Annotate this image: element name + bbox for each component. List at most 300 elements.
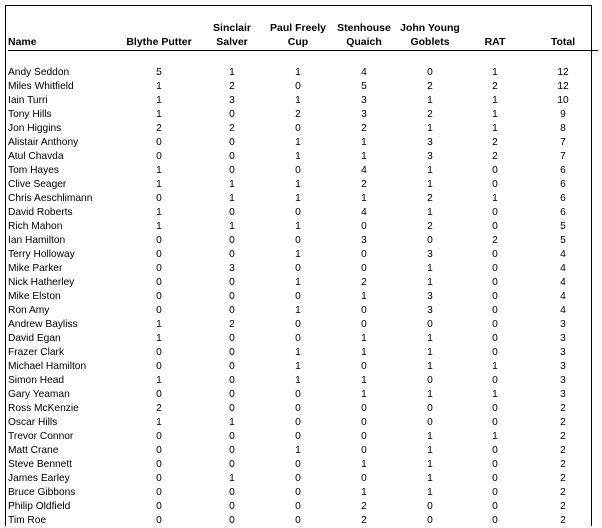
cell-stenhouse-quaich: 2 xyxy=(361,501,367,512)
cell-john-young-goblets: 1 xyxy=(427,347,433,358)
cell-player-name: Mike Parker xyxy=(8,263,63,274)
cell-rat: 2 xyxy=(492,81,498,92)
cell-rat: 1 xyxy=(492,67,498,78)
cell-rat: 0 xyxy=(492,291,498,302)
cell-sinclair-salver: 1 xyxy=(229,473,235,484)
cell-sinclair-salver: 1 xyxy=(229,221,235,232)
table-row xyxy=(8,290,598,304)
cell-stenhouse-quaich: 1 xyxy=(361,487,367,498)
cell-blythe-putter: 0 xyxy=(156,473,162,484)
cell-rat: 2 xyxy=(492,137,498,148)
header-blythe-putter: Blythe Putter xyxy=(126,36,192,48)
table-row xyxy=(8,374,598,388)
cell-paul-freely-cup: 0 xyxy=(295,207,301,218)
cell-total: 2 xyxy=(560,515,566,526)
cell-paul-freely-cup: 0 xyxy=(295,389,301,400)
cell-blythe-putter: 1 xyxy=(156,95,162,106)
table-row xyxy=(8,416,598,430)
cell-stenhouse-quaich: 3 xyxy=(361,109,367,120)
cell-paul-freely-cup: 1 xyxy=(295,445,301,456)
cell-stenhouse-quaich: 0 xyxy=(361,305,367,316)
cell-total: 2 xyxy=(560,417,566,428)
cell-sinclair-salver: 1 xyxy=(229,417,235,428)
cell-rat: 1 xyxy=(492,123,498,134)
cell-paul-freely-cup: 0 xyxy=(295,487,301,498)
cell-sinclair-salver: 0 xyxy=(229,333,235,344)
cell-paul-freely-cup: 0 xyxy=(295,403,301,414)
cell-total: 4 xyxy=(560,249,566,260)
cell-paul-freely-cup: 0 xyxy=(295,263,301,274)
cell-paul-freely-cup: 1 xyxy=(295,361,301,372)
cell-sinclair-salver: 0 xyxy=(229,249,235,260)
cell-player-name: Clive Seager xyxy=(8,179,67,190)
cell-paul-freely-cup: 0 xyxy=(295,291,301,302)
cell-paul-freely-cup: 1 xyxy=(295,375,301,386)
cell-sinclair-salver: 0 xyxy=(229,389,235,400)
cell-paul-freely-cup: 0 xyxy=(295,333,301,344)
table-row xyxy=(8,164,598,178)
table-row xyxy=(8,402,598,416)
cell-rat: 0 xyxy=(492,249,498,260)
cell-stenhouse-quaich: 0 xyxy=(361,319,367,330)
cell-paul-freely-cup: 1 xyxy=(295,277,301,288)
cell-blythe-putter: 0 xyxy=(156,263,162,274)
table-row xyxy=(8,66,598,80)
cell-john-young-goblets: 1 xyxy=(427,431,433,442)
cell-total: 3 xyxy=(560,361,566,372)
cell-rat: 0 xyxy=(492,515,498,526)
cell-stenhouse-quaich: 0 xyxy=(361,403,367,414)
cell-sinclair-salver: 0 xyxy=(229,459,235,470)
table-row xyxy=(8,262,598,276)
cell-sinclair-salver: 0 xyxy=(229,347,235,358)
cell-player-name: Simon Head xyxy=(8,375,65,386)
cell-john-young-goblets: 1 xyxy=(427,445,433,456)
table-row xyxy=(8,80,598,94)
cell-stenhouse-quaich: 1 xyxy=(361,193,367,204)
cell-total: 3 xyxy=(560,333,566,344)
cell-total: 6 xyxy=(560,165,566,176)
table-row xyxy=(8,136,598,150)
cell-john-young-goblets: 1 xyxy=(427,263,433,274)
cell-paul-freely-cup: 1 xyxy=(295,179,301,190)
table-row xyxy=(8,332,598,346)
table-row xyxy=(8,276,598,290)
cell-blythe-putter: 0 xyxy=(156,305,162,316)
cell-player-name: Terry Holloway xyxy=(8,249,75,260)
cell-total: 3 xyxy=(560,389,566,400)
cell-player-name: Tony Hills xyxy=(8,109,52,120)
cell-player-name: David Egan xyxy=(8,333,61,344)
cell-stenhouse-quaich: 1 xyxy=(361,347,367,358)
cell-blythe-putter: 0 xyxy=(156,277,162,288)
header-gap xyxy=(8,51,598,67)
cell-john-young-goblets: 2 xyxy=(427,221,433,232)
cell-sinclair-salver: 0 xyxy=(229,109,235,120)
cell-rat: 0 xyxy=(492,501,498,512)
cell-total: 9 xyxy=(560,109,566,120)
cell-blythe-putter: 1 xyxy=(156,417,162,428)
cell-blythe-putter: 0 xyxy=(156,487,162,498)
table-row xyxy=(8,206,598,220)
cell-john-young-goblets: 2 xyxy=(427,109,433,120)
cell-stenhouse-quaich: 5 xyxy=(361,81,367,92)
cell-sinclair-salver: 0 xyxy=(229,431,235,442)
cell-stenhouse-quaich: 1 xyxy=(361,151,367,162)
cell-total: 2 xyxy=(560,431,566,442)
cell-total: 12 xyxy=(557,67,569,78)
cell-paul-freely-cup: 1 xyxy=(295,67,301,78)
cell-stenhouse-quaich: 2 xyxy=(361,515,367,526)
cell-sinclair-salver: 0 xyxy=(229,515,235,526)
cell-total: 3 xyxy=(560,347,566,358)
cell-blythe-putter: 1 xyxy=(156,81,162,92)
cell-blythe-putter: 0 xyxy=(156,501,162,512)
cell-blythe-putter: 0 xyxy=(156,151,162,162)
cell-stenhouse-quaich: 4 xyxy=(361,67,367,78)
cell-player-name: Alistair Anthony xyxy=(8,137,79,148)
cell-stenhouse-quaich: 1 xyxy=(361,291,367,302)
cell-sinclair-salver: 1 xyxy=(229,193,235,204)
cell-john-young-goblets: 3 xyxy=(427,249,433,260)
table-row xyxy=(8,178,598,192)
cell-player-name: James Earley xyxy=(8,473,70,484)
cell-rat: 0 xyxy=(492,179,498,190)
cell-blythe-putter: 0 xyxy=(156,431,162,442)
cell-john-young-goblets: 0 xyxy=(427,375,433,386)
cell-total: 7 xyxy=(560,137,566,148)
cell-stenhouse-quaich: 0 xyxy=(361,221,367,232)
cell-sinclair-salver: 0 xyxy=(229,305,235,316)
cell-sinclair-salver: 2 xyxy=(229,123,235,134)
cell-total: 2 xyxy=(560,445,566,456)
cell-player-name: Philip Oldfield xyxy=(8,501,71,512)
cell-stenhouse-quaich: 1 xyxy=(361,375,367,386)
cell-paul-freely-cup: 2 xyxy=(295,109,301,120)
cell-rat: 1 xyxy=(492,361,498,372)
cell-total: 4 xyxy=(560,291,566,302)
table-row xyxy=(8,150,598,164)
cell-paul-freely-cup: 0 xyxy=(295,515,301,526)
cell-paul-freely-cup: 1 xyxy=(295,305,301,316)
cell-blythe-putter: 0 xyxy=(156,389,162,400)
cell-stenhouse-quaich: 1 xyxy=(361,137,367,148)
cell-player-name: Andrew Bayliss xyxy=(8,319,78,330)
table-row xyxy=(8,514,598,528)
cell-john-young-goblets: 1 xyxy=(427,123,433,134)
cell-paul-freely-cup: 0 xyxy=(295,417,301,428)
cell-rat: 0 xyxy=(492,319,498,330)
cell-john-young-goblets: 1 xyxy=(427,487,433,498)
table-row xyxy=(8,248,598,262)
table-row xyxy=(8,220,598,234)
table-row xyxy=(8,122,598,136)
cell-player-name: Nick Hatherley xyxy=(8,277,75,288)
cell-rat: 0 xyxy=(492,375,498,386)
cell-stenhouse-quaich: 1 xyxy=(361,459,367,470)
cell-sinclair-salver: 0 xyxy=(229,403,235,414)
cell-paul-freely-cup: 1 xyxy=(295,221,301,232)
cell-sinclair-salver: 0 xyxy=(229,487,235,498)
cell-paul-freely-cup: 0 xyxy=(295,431,301,442)
cell-stenhouse-quaich: 0 xyxy=(361,263,367,274)
cell-stenhouse-quaich: 0 xyxy=(361,445,367,456)
cell-stenhouse-quaich: 2 xyxy=(361,123,367,134)
cell-sinclair-salver: 0 xyxy=(229,291,235,302)
cell-rat: 0 xyxy=(492,473,498,484)
cell-john-young-goblets: 2 xyxy=(427,193,433,204)
cell-stenhouse-quaich: 0 xyxy=(361,417,367,428)
cell-john-young-goblets: 0 xyxy=(427,319,433,330)
cell-rat: 2 xyxy=(492,235,498,246)
cell-stenhouse-quaich: 1 xyxy=(361,389,367,400)
cell-sinclair-salver: 0 xyxy=(229,207,235,218)
cell-sinclair-salver: 2 xyxy=(229,319,235,330)
cell-player-name: Iain Turri xyxy=(8,95,48,106)
cell-stenhouse-quaich: 3 xyxy=(361,235,367,246)
cell-player-name: Andy Seddon xyxy=(8,67,70,78)
cell-john-young-goblets: 1 xyxy=(427,207,433,218)
cell-blythe-putter: 1 xyxy=(156,333,162,344)
cell-rat: 1 xyxy=(492,109,498,120)
cell-john-young-goblets: 1 xyxy=(427,389,433,400)
cell-john-young-goblets: 3 xyxy=(427,291,433,302)
cell-player-name: Matt Crane xyxy=(8,445,59,456)
cell-sinclair-salver: 1 xyxy=(229,179,235,190)
cell-blythe-putter: 0 xyxy=(156,249,162,260)
header-name: Name xyxy=(8,36,37,48)
cell-total: 12 xyxy=(557,81,569,92)
cell-player-name: Mike Elston xyxy=(8,291,61,302)
cell-paul-freely-cup: 0 xyxy=(295,165,301,176)
table-row xyxy=(8,486,598,500)
cell-john-young-goblets: 1 xyxy=(427,459,433,470)
cell-total: 6 xyxy=(560,207,566,218)
cell-total: 2 xyxy=(560,501,566,512)
cell-rat: 0 xyxy=(492,487,498,498)
cell-sinclair-salver: 2 xyxy=(229,81,235,92)
cell-paul-freely-cup: 1 xyxy=(295,95,301,106)
cell-player-name: Steve Bennett xyxy=(8,459,73,470)
cell-paul-freely-cup: 1 xyxy=(295,249,301,260)
cell-blythe-putter: 1 xyxy=(156,109,162,120)
table-row xyxy=(8,108,598,122)
cell-rat: 1 xyxy=(492,431,498,442)
cell-rat: 0 xyxy=(492,263,498,274)
cell-paul-freely-cup: 0 xyxy=(295,123,301,134)
cell-john-young-goblets: 1 xyxy=(427,277,433,288)
header-john-young-goblets: John Young Goblets xyxy=(400,22,460,48)
cell-sinclair-salver: 0 xyxy=(229,137,235,148)
table-row xyxy=(8,304,598,318)
cell-john-young-goblets: 3 xyxy=(427,305,433,316)
cell-sinclair-salver: 0 xyxy=(229,165,235,176)
cell-john-young-goblets: 0 xyxy=(427,515,433,526)
cell-stenhouse-quaich: 0 xyxy=(361,249,367,260)
cell-stenhouse-quaich: 0 xyxy=(361,473,367,484)
cell-blythe-putter: 0 xyxy=(156,515,162,526)
cell-john-young-goblets: 0 xyxy=(427,417,433,428)
cell-rat: 0 xyxy=(492,165,498,176)
cell-paul-freely-cup: 0 xyxy=(295,235,301,246)
table-row xyxy=(8,388,598,402)
cell-total: 5 xyxy=(560,235,566,246)
header-row xyxy=(8,7,598,49)
table-row xyxy=(8,346,598,360)
cell-sinclair-salver: 0 xyxy=(229,445,235,456)
header-rat: RAT xyxy=(484,36,506,48)
cell-john-young-goblets: 1 xyxy=(427,165,433,176)
cell-stenhouse-quaich: 2 xyxy=(361,179,367,190)
cell-rat: 1 xyxy=(492,95,498,106)
cell-rat: 0 xyxy=(492,333,498,344)
cell-rat: 0 xyxy=(492,305,498,316)
cell-player-name: Atul Chavda xyxy=(8,151,64,162)
cell-john-young-goblets: 1 xyxy=(427,95,433,106)
table-row xyxy=(8,234,598,248)
cell-sinclair-salver: 0 xyxy=(229,375,235,386)
cell-stenhouse-quaich: 4 xyxy=(361,165,367,176)
cell-blythe-putter: 1 xyxy=(156,207,162,218)
cell-player-name: Ross McKenzie xyxy=(8,403,79,414)
cell-john-young-goblets: 0 xyxy=(427,501,433,512)
cell-total: 10 xyxy=(557,95,569,106)
cell-blythe-putter: 1 xyxy=(156,319,162,330)
cell-paul-freely-cup: 0 xyxy=(295,501,301,512)
table-row xyxy=(8,360,598,374)
header-paul-freely-cup: Paul Freely Cup xyxy=(269,22,327,48)
cell-total: 5 xyxy=(560,221,566,232)
header-sinclair-salver: Sinclair Salver xyxy=(213,22,251,48)
cell-player-name: Ian Hamilton xyxy=(8,235,66,246)
cell-john-young-goblets: 3 xyxy=(427,137,433,148)
cell-total: 4 xyxy=(560,305,566,316)
cell-rat: 0 xyxy=(492,347,498,358)
cell-player-name: Rich Mahon xyxy=(8,221,63,232)
cell-rat: 0 xyxy=(492,445,498,456)
cell-rat: 0 xyxy=(492,207,498,218)
cell-player-name: David Roberts xyxy=(8,207,73,218)
cell-total: 2 xyxy=(560,403,566,414)
cell-blythe-putter: 0 xyxy=(156,291,162,302)
cell-rat: 1 xyxy=(492,389,498,400)
cell-blythe-putter: 2 xyxy=(156,403,162,414)
cell-blythe-putter: 0 xyxy=(156,137,162,148)
cell-total: 8 xyxy=(560,123,566,134)
table-row xyxy=(8,318,598,332)
cell-blythe-putter: 0 xyxy=(156,347,162,358)
standings-table xyxy=(8,7,598,528)
cell-total: 3 xyxy=(560,319,566,330)
cell-player-name: Bruce Gibbons xyxy=(8,487,76,498)
table-row xyxy=(8,94,598,108)
cell-total: 7 xyxy=(560,151,566,162)
cell-sinclair-salver: 0 xyxy=(229,501,235,512)
cell-stenhouse-quaich: 4 xyxy=(361,207,367,218)
cell-stenhouse-quaich: 0 xyxy=(361,361,367,372)
cell-player-name: Gary Yeaman xyxy=(8,389,70,400)
cell-sinclair-salver: 0 xyxy=(229,361,235,372)
cell-blythe-putter: 5 xyxy=(156,67,162,78)
cell-paul-freely-cup: 0 xyxy=(295,81,301,92)
cell-rat: 1 xyxy=(492,193,498,204)
cell-rat: 0 xyxy=(492,417,498,428)
cell-total: 4 xyxy=(560,277,566,288)
cell-total: 6 xyxy=(560,179,566,190)
table-row xyxy=(8,500,598,514)
cell-blythe-putter: 2 xyxy=(156,123,162,134)
table-row xyxy=(8,444,598,458)
cell-blythe-putter: 1 xyxy=(156,165,162,176)
cell-paul-freely-cup: 0 xyxy=(295,459,301,470)
cell-player-name: Trevor Connor xyxy=(8,431,74,442)
cell-stenhouse-quaich: 1 xyxy=(361,333,367,344)
header-total: Total xyxy=(550,36,576,48)
cell-blythe-putter: 0 xyxy=(156,361,162,372)
cell-player-name: Ron Amy xyxy=(8,305,50,316)
cell-john-young-goblets: 1 xyxy=(427,179,433,190)
cell-player-name: Tim Roe xyxy=(8,515,47,526)
cell-blythe-putter: 0 xyxy=(156,235,162,246)
cell-blythe-putter: 1 xyxy=(156,221,162,232)
table-row xyxy=(8,430,598,444)
cell-total: 4 xyxy=(560,263,566,274)
header-stenhouse-quaich: Stenhouse Quaich xyxy=(337,22,391,48)
cell-player-name: Michael Hamilton xyxy=(8,361,87,372)
cell-total: 6 xyxy=(560,193,566,204)
cell-sinclair-salver: 0 xyxy=(229,277,235,288)
cell-paul-freely-cup: 0 xyxy=(295,473,301,484)
cell-stenhouse-quaich: 2 xyxy=(361,277,367,288)
cell-john-young-goblets: 0 xyxy=(427,403,433,414)
cell-blythe-putter: 0 xyxy=(156,459,162,470)
cell-player-name: Oscar Hills xyxy=(8,417,58,428)
table-body xyxy=(8,66,598,528)
cell-john-young-goblets: 1 xyxy=(427,333,433,344)
cell-total: 2 xyxy=(560,487,566,498)
cell-total: 2 xyxy=(560,473,566,484)
table-row xyxy=(8,458,598,472)
cell-player-name: Frazer Clark xyxy=(8,347,65,358)
cell-sinclair-salver: 0 xyxy=(229,151,235,162)
cell-blythe-putter: 0 xyxy=(156,193,162,204)
cell-stenhouse-quaich: 0 xyxy=(361,431,367,442)
cell-paul-freely-cup: 0 xyxy=(295,319,301,330)
cell-sinclair-salver: 0 xyxy=(229,235,235,246)
cell-john-young-goblets: 0 xyxy=(427,235,433,246)
cell-blythe-putter: 0 xyxy=(156,445,162,456)
cell-john-young-goblets: 1 xyxy=(427,473,433,484)
cell-sinclair-salver: 3 xyxy=(229,263,235,274)
cell-paul-freely-cup: 1 xyxy=(295,193,301,204)
cell-paul-freely-cup: 1 xyxy=(295,151,301,162)
cell-john-young-goblets: 0 xyxy=(427,67,433,78)
cell-stenhouse-quaich: 3 xyxy=(361,95,367,106)
cell-john-young-goblets: 2 xyxy=(427,81,433,92)
cell-sinclair-salver: 1 xyxy=(229,67,235,78)
cell-blythe-putter: 1 xyxy=(156,179,162,190)
cell-player-name: Miles Whitfield xyxy=(8,81,74,92)
cell-paul-freely-cup: 1 xyxy=(295,137,301,148)
cell-total: 2 xyxy=(560,459,566,470)
cell-player-name: Tom Hayes xyxy=(8,165,59,176)
cell-sinclair-salver: 3 xyxy=(229,95,235,106)
cell-player-name: Jon Higgins xyxy=(8,123,62,134)
cell-player-name: Chris Aeschlimann xyxy=(8,193,93,204)
table-row xyxy=(8,192,598,206)
cell-rat: 0 xyxy=(492,277,498,288)
table-row xyxy=(8,472,598,486)
